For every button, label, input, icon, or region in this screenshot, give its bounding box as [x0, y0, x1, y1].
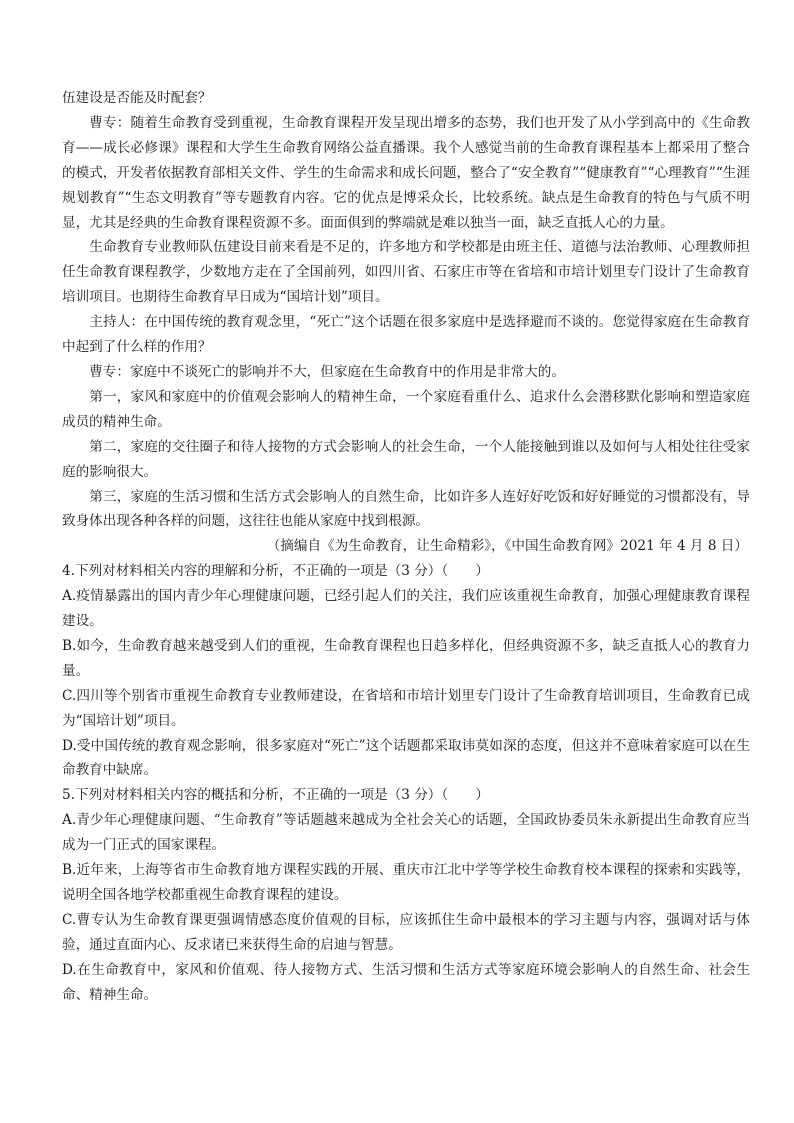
source-citation: （摘编自《为生命教育，让生命精彩》，《中国生命教育网》2021 年 4 月 8 日） — [266, 538, 748, 555]
question-5-option-a: A.青少年心理健康问题、“生命教育”等话题越来越成为全社会关心的话题，全国政协委员朱永新提出生命教育应当成为一门正式的国家课程。 — [62, 812, 750, 854]
question-4-option-d: D.受中国传统的教育观念影响，很多家庭对“死亡”这个话题都采取讳莫如深的态度，但这并不意味着家庭可以在生命教育中缺席。 — [62, 737, 750, 779]
paragraph-teacher-team: 生命教育专业教师队伍建设目前来看是不足的，许多地方和学校都是由班主任、道德与法治教师、心理教师担任生命教育课程教学，少数地方走在了全国前列，如四川省、石家庄市等在省培和市培计划里专门设计了生命教育培训项目。也期待生命教育早日成为“国培计划”项目。 — [62, 239, 750, 306]
question-4-option-c: C.四川等个别省市重视生命教育专业教师建设，在省培和市培计划里专门设计了生命教育培训项目，生命教育已成为“国培计划”项目。 — [62, 687, 750, 729]
document-page — [62, 86, 750, 1008]
question-4-option-b: B.如今，生命教育越来越受到人们的重视，生命教育课程也日趋多样化，但经典资源不多，缺乏直抵人心的教育力量。 — [62, 637, 750, 679]
question-5-option-d: D.在生命教育中，家风和价值观、待人接物方式、生活习惯和生活方式等家庭环境会影响人的自然生命、社会生命、精神生命。 — [62, 961, 750, 1003]
paragraph-second: 第二，家庭的交往圈子和待人接物的方式会影响人的社会生命，一个人能接触到谁以及如何与人相处往往受家庭的影响很大。 — [62, 438, 750, 480]
paragraph-host-question: 主持人：在中国传统的教育观念里，“死亡”这个话题在很多家庭中是选择避而不谈的。您觉得家庭在生命教育中起到了什么样的作用？ — [62, 314, 750, 356]
question-5-stem: 5.下列对材料相关内容的概括和分析，不正确的一项是（3 分）（ ） — [62, 787, 489, 804]
paragraph-first: 第一，家风和家庭中的价值观会影响人的精神生命，一个家庭看重什么、追求什么会潜移默化影响和塑造家庭成员的精神生命。 — [62, 388, 750, 430]
paragraph-cao-family: 曹专：家庭中不谈死亡的影响并不大，但家庭在生命教育中的作用是非常大的。 — [89, 363, 565, 380]
paragraph-third: 第三，家庭的生活习惯和生活方式会影响人的自然生命，比如许多人连好好吃饭和好好睡觉的习惯都没有，导致身体出现各种各样的问题，这往往也能从家庭中找到根源。 — [62, 488, 750, 530]
paragraph-continuation: 伍建设是否能及时配套？ — [62, 90, 212, 106]
paragraph-cao-curriculum: 曹专：随着生命教育受到重视，生命教育课程开发呈现出增多的态势，我们也开发了从小学到高中的《生命教育——成长必修课》课程和大学生生命教育网络公益直播课。我个人感觉当前的生命教育课程基本上都采用了整合的模式，开发者依据教育部相关文件、学生的生命需求和成长问题，整合了“安全教育”“健康教育”“心理教育”“生涯规划教育”“生态文明教育”等专题教育内容。它的优点是博采众长，比较系统。缺点是生命教育的特色与气质不明显，尤其是经典的生命教育课程资源不多。面面俱到的弊端就是难以独当一面，缺乏直抵人心的力量。 — [62, 114, 750, 231]
question-5-option-b: B.近年来，上海等省市生命教育地方课程实践的开展、重庆市江北中学等学校生命教育校本课程的探索和实践等，说明全国各地学校都重视生命教育课程的建设。 — [62, 862, 750, 903]
question-4-stem: 4.下列对材料相关内容的理解和分析，不正确的一项是（3 分）（ ） — [62, 563, 489, 580]
question-5-option-c: C.曹专认为生命教育课更强调情感态度价值观的目标，应该抓住生命中最根本的学习主题与内容，强调对话与体验，通过直面内心、反求诸已来获得生命的启迪与智慧。 — [62, 911, 750, 953]
question-4-option-a: A.疫情暴露出的国内青少年心理健康问题，已经引起人们的关注，我们应该重视生命教育，加强心理健康教育课程建设。 — [62, 588, 750, 630]
